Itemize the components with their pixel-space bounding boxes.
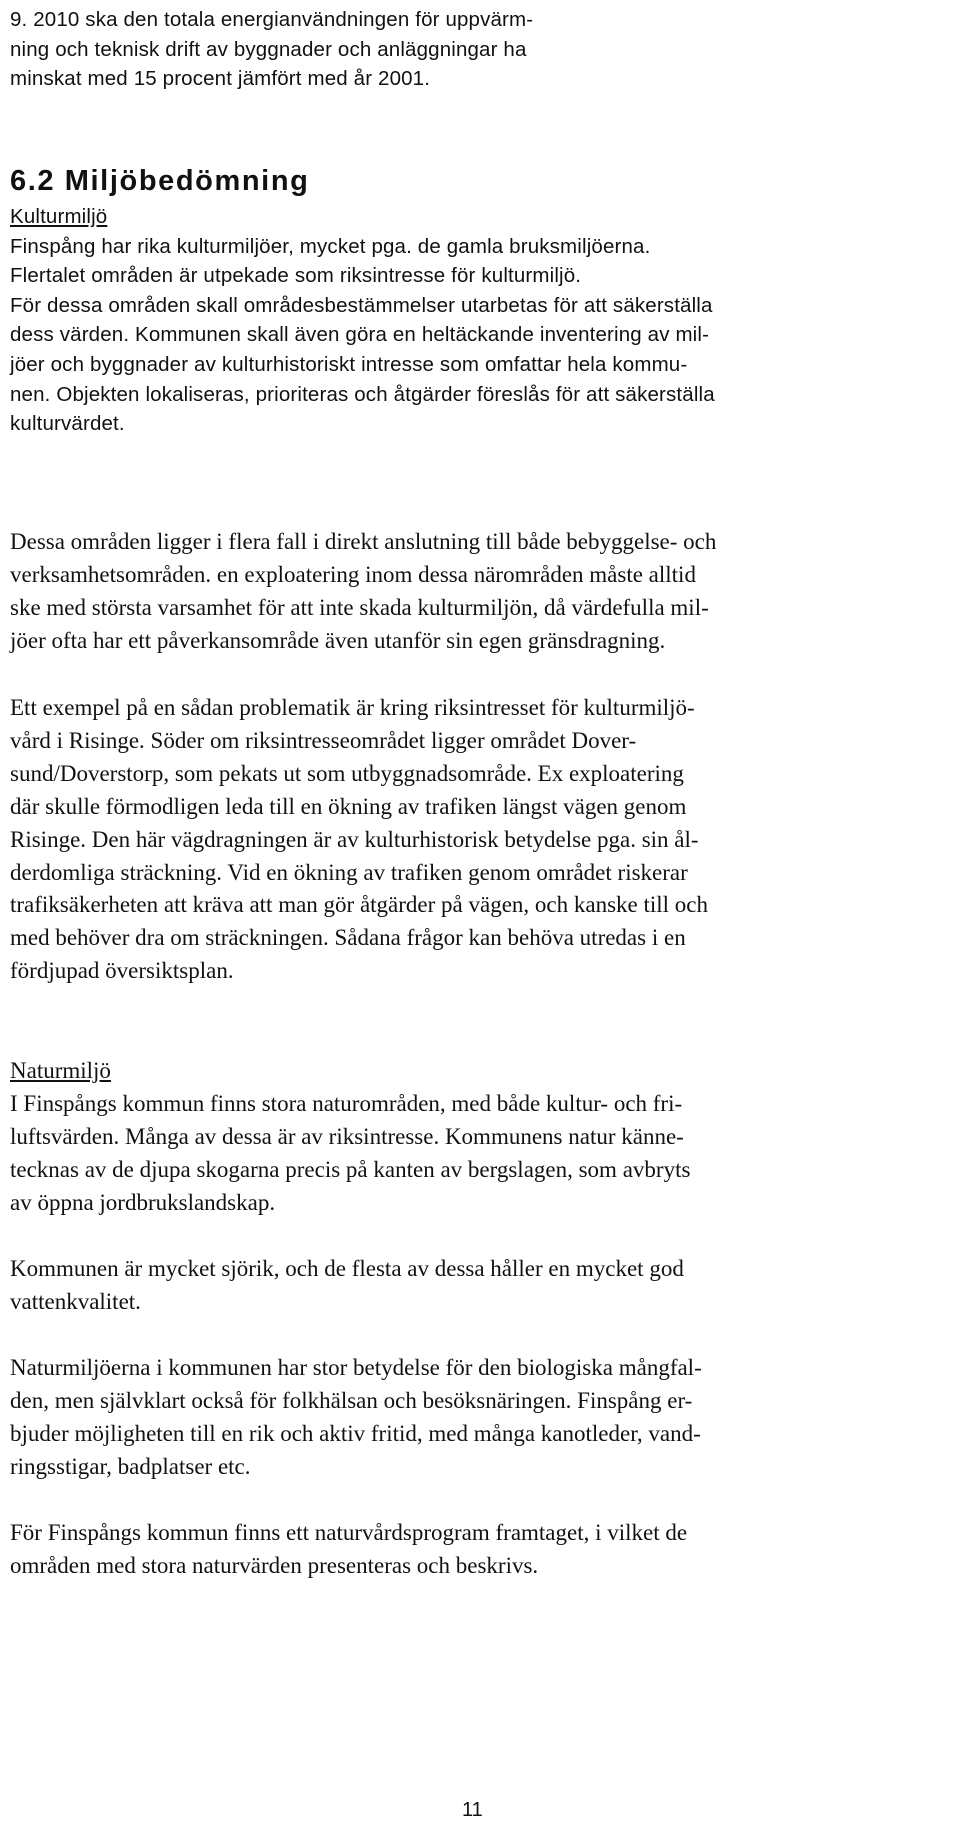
text-line: tecknas av de djupa skogarna precis på kanten av bergslagen, som avbryts xyxy=(10,1156,691,1182)
text-line: sund/Doverstorp, som pekats ut som utbyggnadsområde. Ex exploatering xyxy=(10,760,684,786)
text-line: I Finspångs kommun finns stora naturområden, med både kultur- och fri- xyxy=(10,1091,683,1116)
text-line: Kommunen är mycket sjörik, och de flesta av dessa håller en mycket god xyxy=(10,1256,684,1281)
text-line: den, men självklart också för folkhälsan och besöksnäringen. Finspång er- xyxy=(10,1387,693,1413)
text-line: derdomliga sträckning. Vid en ökning av trafiken genom området riskerar xyxy=(10,859,688,885)
text-line: nen. Objekten lokaliseras, prioriteras och åtgärder föreslås för att säkerställa xyxy=(10,382,715,406)
text-line: ning och teknisk drift av byggnader och anläggningar ha xyxy=(10,37,527,61)
page-number: 11 xyxy=(462,1799,483,1821)
text-line: verksamhetsområden. en exploatering inom dessa närområden måste alltid xyxy=(10,561,696,587)
text-line: Flertalet områden är utpekade som riksintresse för kulturmiljö. xyxy=(10,264,582,288)
text-line: vård i Risinge. Söder om riksintresseområdet ligger området Dover- xyxy=(10,727,637,753)
text-line: dess värden. Kommunen skall även göra en heltäckande inventering av mil- xyxy=(10,323,710,347)
text-line: fördjupad översiktsplan. xyxy=(10,958,234,984)
text-line: jöer och byggnader av kulturhistoriskt intresse som omfattar hela kommu- xyxy=(10,352,688,376)
paragraph xyxy=(10,1088,945,1220)
text-line: kulturvärdet. xyxy=(10,412,125,436)
text-line: trafiksäkerheten att kräva att man gör åtgärder på vägen, och kanske till och xyxy=(10,892,709,918)
text-line: För Finspångs kommun finns ett naturvårdsprogram framtaget, i vilket de xyxy=(10,1520,688,1545)
naturmiljo-heading: Naturmiljö xyxy=(10,1058,111,1083)
text-line: Ett exempel på en sådan problematik är kring riksintresset för kulturmiljö- xyxy=(10,695,695,720)
text-line: ske med största varsamhet för att inte skada kulturmiljön, då värdefulla mil- xyxy=(10,594,709,620)
paragraph xyxy=(10,526,945,658)
paragraph xyxy=(10,1352,945,1484)
text-line: områden med stora naturvärden presenteras och beskrivs. xyxy=(10,1552,539,1578)
text-line: med behöver dra om sträckningen. Sådana frågor kan behöva utredas i en xyxy=(10,925,686,951)
text-line: Naturmiljöerna i kommunen har stor betydelse för den biologiska mångfal- xyxy=(10,1355,702,1380)
section-heading: 6.2 Miljöbedömning xyxy=(10,165,310,197)
text-line: där skulle förmodligen leda till en ökning av trafiken längst vägen genom xyxy=(10,793,687,819)
text-line: Dessa områden ligger i flera fall i direkt anslutning till både bebyggelse- och xyxy=(10,529,717,554)
intro-list-item xyxy=(10,5,945,94)
kulturmiljo-section xyxy=(10,202,945,439)
kulturmiljo-heading: Kulturmiljö xyxy=(10,205,108,228)
text-line: bjuder möjligheten till en rik och aktiv fritid, med många kanotleder, vand- xyxy=(10,1420,701,1446)
text-line: För dessa områden skall områdesbestämmelser utarbetas för att säkerställa xyxy=(10,293,713,317)
paragraph xyxy=(10,692,945,988)
text-line: 9. 2010 ska den totala energianvändningen för uppvärm- xyxy=(10,8,534,31)
text-line: ringsstigar, badplatser etc. xyxy=(10,1453,251,1479)
text-line: minskat med 15 procent jämfört med år 2001. xyxy=(10,67,431,91)
text-line: luftsvärden. Många av dessa är av riksintresse. Kommunens natur känne- xyxy=(10,1123,684,1149)
text-line: vattenkvalitet. xyxy=(10,1288,141,1314)
text-line: Risinge. Den här vägdragningen är av kulturhistorisk betydelse pga. sin ål- xyxy=(10,826,699,852)
text-line: Finspång har rika kulturmiljöer, mycket pga. de gamla bruksmiljöerna. xyxy=(10,234,651,258)
paragraph xyxy=(10,1517,945,1583)
text-line: jöer ofta har ett påverkansområde även utanför sin egen gränsdragning. xyxy=(10,627,666,653)
text-line: av öppna jordbrukslandskap. xyxy=(10,1189,276,1215)
paragraph xyxy=(10,1253,945,1319)
